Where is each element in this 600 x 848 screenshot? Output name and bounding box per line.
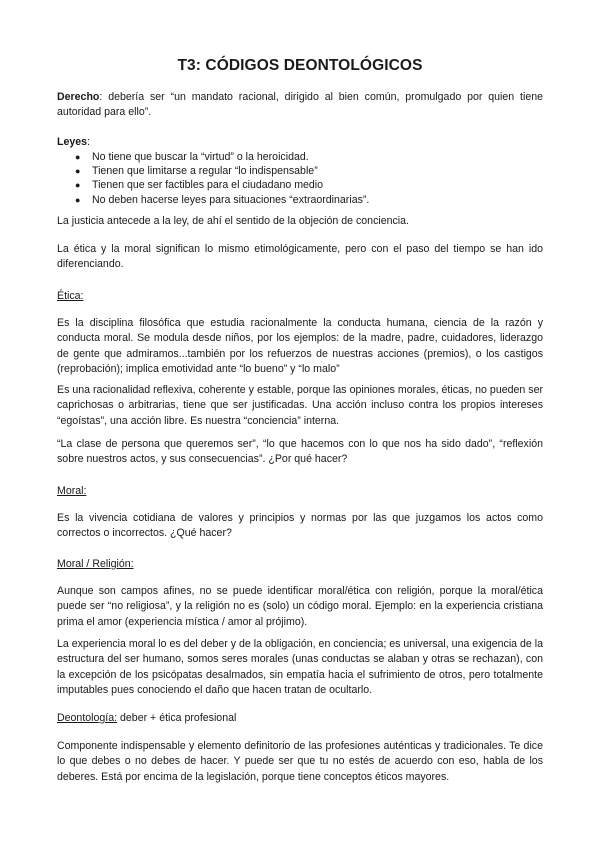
leyes-heading [57,135,543,150]
derecho-label: Derecho [57,91,100,103]
etica-paragraph-1: Es la disciplina filosófica que estudia racionalmente la conducta humana, ciencia de la razón y conducta moral. Se modula desde niños, por los ejemplos: de la madre, padre, cuidadores, liderazgo de gente que admiramos...también por los refuerzos de nuestras acciones (premios), o los castigos (reprobación); implica emotividad ante “lo bueno” y “lo malo” [57,317,543,375]
moral-religion-paragraph-1: Aunque son campos afines, no se puede identificar moral/ética con religión, porque la moral/ética puede ser “no religiosa”, y la religión no es (solo) un código moral. Ejemplo: en la experiencia cristiana prima el amor (experiencia mística / amor al prójimo). [57,585,543,628]
list-item-text: Tienen que ser factibles para el ciudadano medio [92,179,324,192]
deontologia-heading-text: Deontología: [57,712,118,724]
list-item [75,150,535,164]
etica-heading [57,289,543,304]
list-item [75,164,535,178]
bullet-icon: ● [75,152,81,162]
etica-paragraph-3: “La clase de persona que queremos ser”, “lo que hacemos con lo que nos ha sido dado”, “reflexión sobre nuestros actos, y sus consecuencias”. ¿Por qué hacer? [57,438,543,466]
deontologia-heading-suffix: deber + ética profesional [117,712,237,724]
etica-moral-paragraph: La ética y la moral significan lo mismo etimológicamente, pero con el paso del tiempo se han ido diferenciando. [57,243,543,271]
list-item-text: No deben hacerse leyes para situaciones “extraordinarias”. [92,193,370,206]
bullet-icon: ● [75,166,81,177]
deontologia-paragraph: Componente indispensable y elemento definitorio de las profesiones auténticas y tradicionales. Te dice lo que debes o no debes de hacer. Y puede ser que tu no estés de acuerdo con eso, habla de los deberes. Está por encima de la legislación, porque tiene conceptos éticos mayores. [57,740,543,783]
list-item [75,193,535,207]
moral-heading-text: Moral: [57,485,87,497]
list-item [75,178,535,192]
leyes-list [75,150,535,207]
derecho-paragraph [57,90,543,121]
justicia-paragraph: La justicia antecede a la ley, de ahí el sentido de la objeción de conciencia. [57,215,409,227]
leyes-suffix: : [87,136,90,148]
list-item-text: No tiene que buscar la “virtud” o la heroicidad. [92,151,309,163]
bullet-icon: ● [75,194,81,205]
page-title: T3: CÓDIGOS DEONTOLÓGICOS [177,57,423,74]
moral-religion-heading [57,557,543,572]
leyes-label: Leyes [57,136,88,148]
etica-paragraph-2: Es una racionalidad reflexiva, coherente y estable, porque las opiniones morales, éticas, no pueden ser caprichosas o arbitrarias, tiene que ser justificadas. Una acción incluso contra los propios intereses “egoístas”, una acción libre. Es nuestra “conciencia” interna. [57,384,543,427]
etica-heading-text: Ética: [57,290,84,302]
derecho-text: : debería ser “un mandato racional, dirigido al bien común, promulgado por quien tiene autoridad para ello”. [57,91,543,119]
moral-religion-heading-text: Moral / Religión: [57,558,134,570]
moral-paragraph: Es la vivencia cotidiana de valores y principios y normas por las que juzgamos los actos como correctos o incorrectos. ¿Qué hacer? [57,512,543,540]
list-item-text: Tienen que limitarse a regular “lo indispensable” [92,165,318,178]
moral-heading [57,484,543,499]
moral-religion-paragraph-2: La experiencia moral lo es del deber y de la obligación, en conciencia; es universal, una exigencia de la estructura del ser humano, somos seres morales (unas conductas se alaban y otras se rechazan), con la excepción de los psicópatas desalmados, sin empatía hacia el sufrimiento de otros, pero totalmente imputables pues conociendo el daño que hacen tratan de ocultarlo. [57,638,543,696]
bullet-icon: ● [75,180,81,191]
deontologia-heading [57,711,543,726]
